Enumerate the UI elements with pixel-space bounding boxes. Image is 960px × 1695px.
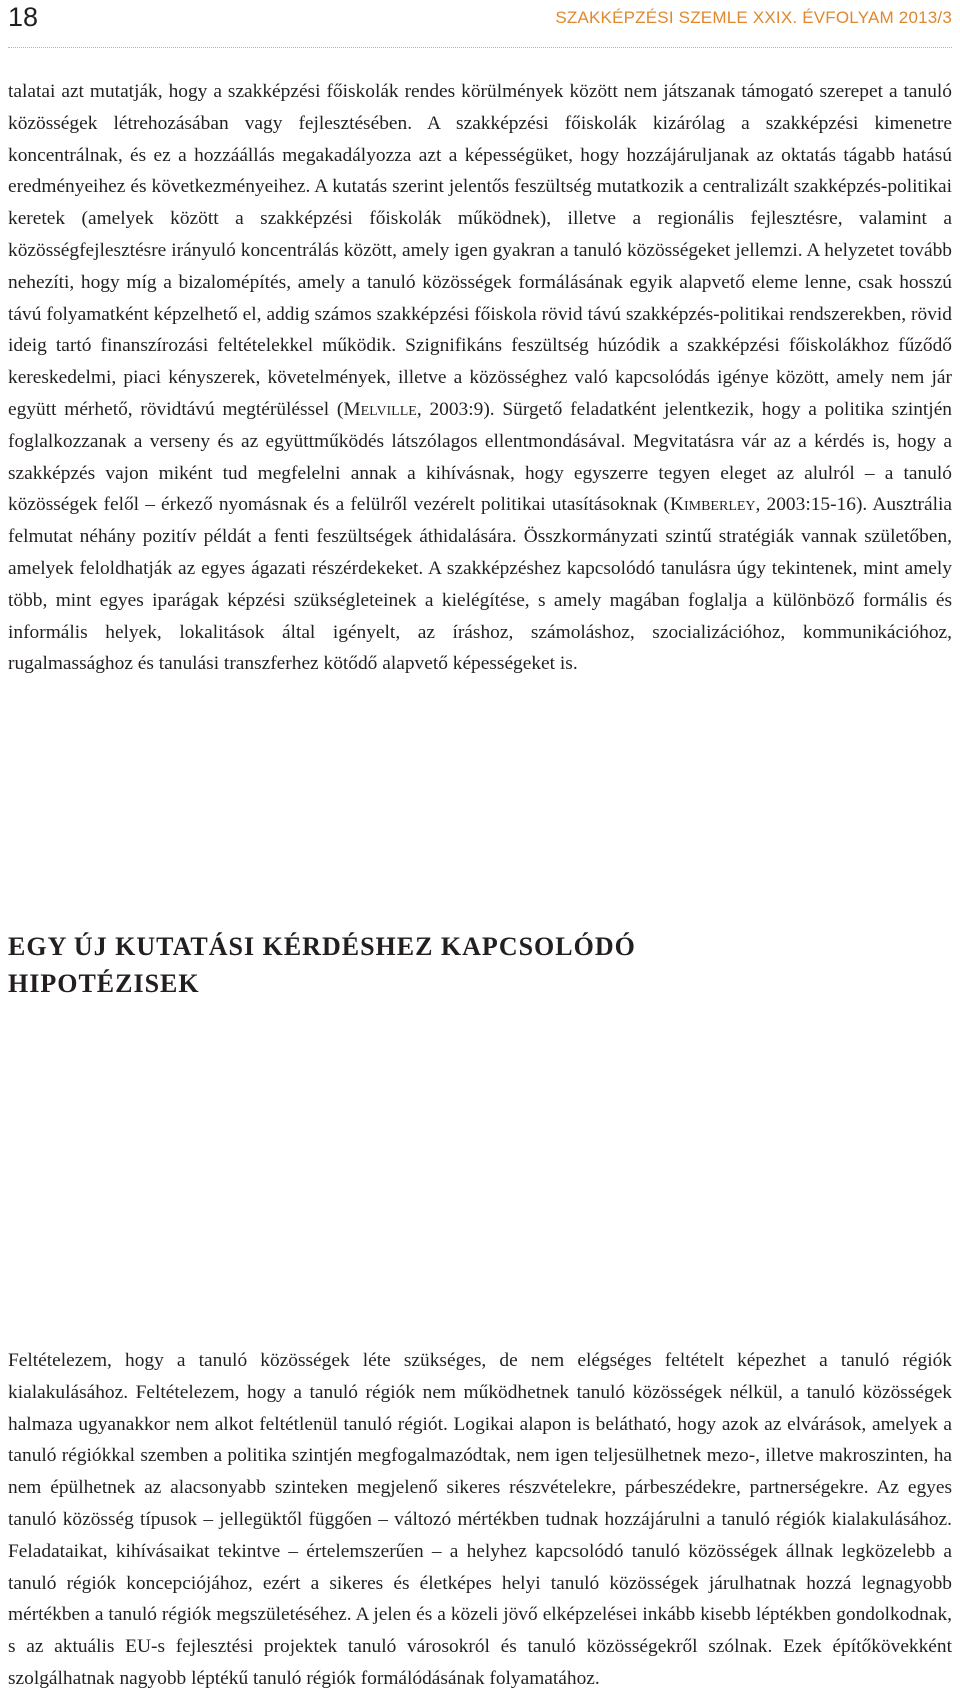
body-paragraph-1	[8, 76, 952, 680]
journal-title: SZAKKÉPZÉSI SZEMLE XXIX. ÉVFOLYAM 2013/3	[555, 8, 952, 27]
header-divider	[8, 47, 952, 48]
page-number: 18	[8, 2, 39, 32]
section-heading-line-1: EGY ÚJ KUTATÁSI KÉRDÉSHEZ KAPCSOLÓDÓ	[8, 932, 636, 961]
citation-author-kimberley: Kimberley	[669, 494, 756, 516]
paragraph-1-text-continued: , 2003:9). Sürgető feladatként jelentkezik, hogy a politika szintjén foglalkozzanak a verseny és az együttműködés látszólagos ellentmondásával. Megvitatásra vár az a kérdés is, hogy a szakképzés vajon miként tud megfelelni annak a kihívásnak, hogy egyszerre tegyen eleget az alulról – a tanuló közösségek felől – érkező nyomásnak és a felülről vezérelt politikai utasításoknak (	[8, 398, 952, 516]
paragraph-1-text-end: , 2003:15-16). Ausztrália felmutat néhány pozitív példát a fenti feszültségek áthidalására. Összkormányzati szintű stratégiák vannak születőben, amelyek feloldhatják az egyes ágazati részérdekeket. A szakképzéshez kapcsolódó tanulásra úgy tekintenek, mint amely több, mint egyes iparágak képzési szükségleteinek a kielégítése, s amely magában foglalja a különböző formális és informális helyek, lokalitások által igényelt, az íráshoz, számoláshoz, szocializációhoz, kommunikációhoz, rugalmassághoz és tanulási transzferhez kötődő alapvető képességeket is.	[8, 494, 953, 675]
paragraph-1-text: talatai azt mutatják, hogy a szakképzési főiskolák rendes körülmények között nem játszanak támogató szerepet a tanuló közösségek létrehozásában vagy fejlesztésében. A szakképzési főiskolák kizárólag a szakképzési kimenetre koncentrálnak, és ez a hozzáállás megakadályozza azt a képességüket, hogy hozzájáruljanak az oktatás tágabb hatású eredményeihez és következményeihez. A kutatás szerint jelentős feszültség mutatkozik a centralizált szakképzés-politikai keretek (amelyek között a szakképzési főiskolák működnek), illetve a regionális fejlesztésre, valamint a közösségfejlesztésre irányuló koncentrálás között, amely igen gyakran a tanuló közösségeket jellemzi. A helyzetet tovább nehezíti, hogy míg a bizalomépítés, amely a tanuló közösségek formálásának egyik alapvető eleme lenne, csak hosszú távú folyamatként képzelhető el, addig számos szakképzési főiskola rövid távú szakképzés-politikai rendszerekben, rövid ideig tartó finanszírozási feltételekkel működik. Szignifikáns feszültség húzódik a szakképzési főiskolákhoz fűződő kereskedelmi, piaci kényszerek, követelmények, illetve a közösséghez való kapcsolódás igénye között, amely nem jár együtt mérhető, rövidtávú megtérüléssel (	[8, 81, 952, 420]
paragraph-2-text: Feltételezem, hogy a tanuló közösségek léte szükséges, de nem elégséges feltételt képezhet a tanuló régiók kialakulásához. Feltételezem, hogy a tanuló régiók nem működhetnek tanuló közösségek nélkül, a tanuló közösségek halmaza ugyanakkor nem alkot feltétlenül tanuló régiót. Logikai alapon is belátható, hogy azok az elvárások, amelyek a tanuló régiókkal szemben a politika szintjén megfogalmazódtak, nem igen teljesülhetnek mezo-, illetve makroszinten, ha nem épülhetnek az alacsonyabb szinteken megjelenő sikeres részvételekre, párbeszédekre, partnerségekre. Az egyes tanuló közösség típusok – jellegüktől függően – változó mértékben tudnak hozzájárulni a tanuló régiók kialakulásához. Feladataikat, kihívásaikat tekintve – értelemszerűen – a helyhez kapcsolódó tanuló közösségek állnak legközelebb a tanuló régiók koncepciójához, ezért a sikeres és életképes helyi tanuló közösségek járulhatnak hozzá legnagyobb mértékben a tanuló régiók megszületéséhez. A jelen és a közeli jövő elképzelései inkább kisebb léptékben gondolkodnak, s az aktuális EU-s fejlesztési projektek tanuló városokról és tanuló közösségekről szólnak. Ezek építőkövekként szolgálhatnak nagyobb léptékű tanuló régiók formálódásának folyamatához.	[8, 1350, 952, 1689]
running-header	[8, 0, 952, 34]
section-heading	[8, 928, 952, 1002]
body-paragraph-2	[8, 1345, 952, 1695]
section-heading-line-2: HIPOTÉZISEK	[8, 969, 200, 998]
citation-author-melville: Melville	[343, 398, 417, 420]
